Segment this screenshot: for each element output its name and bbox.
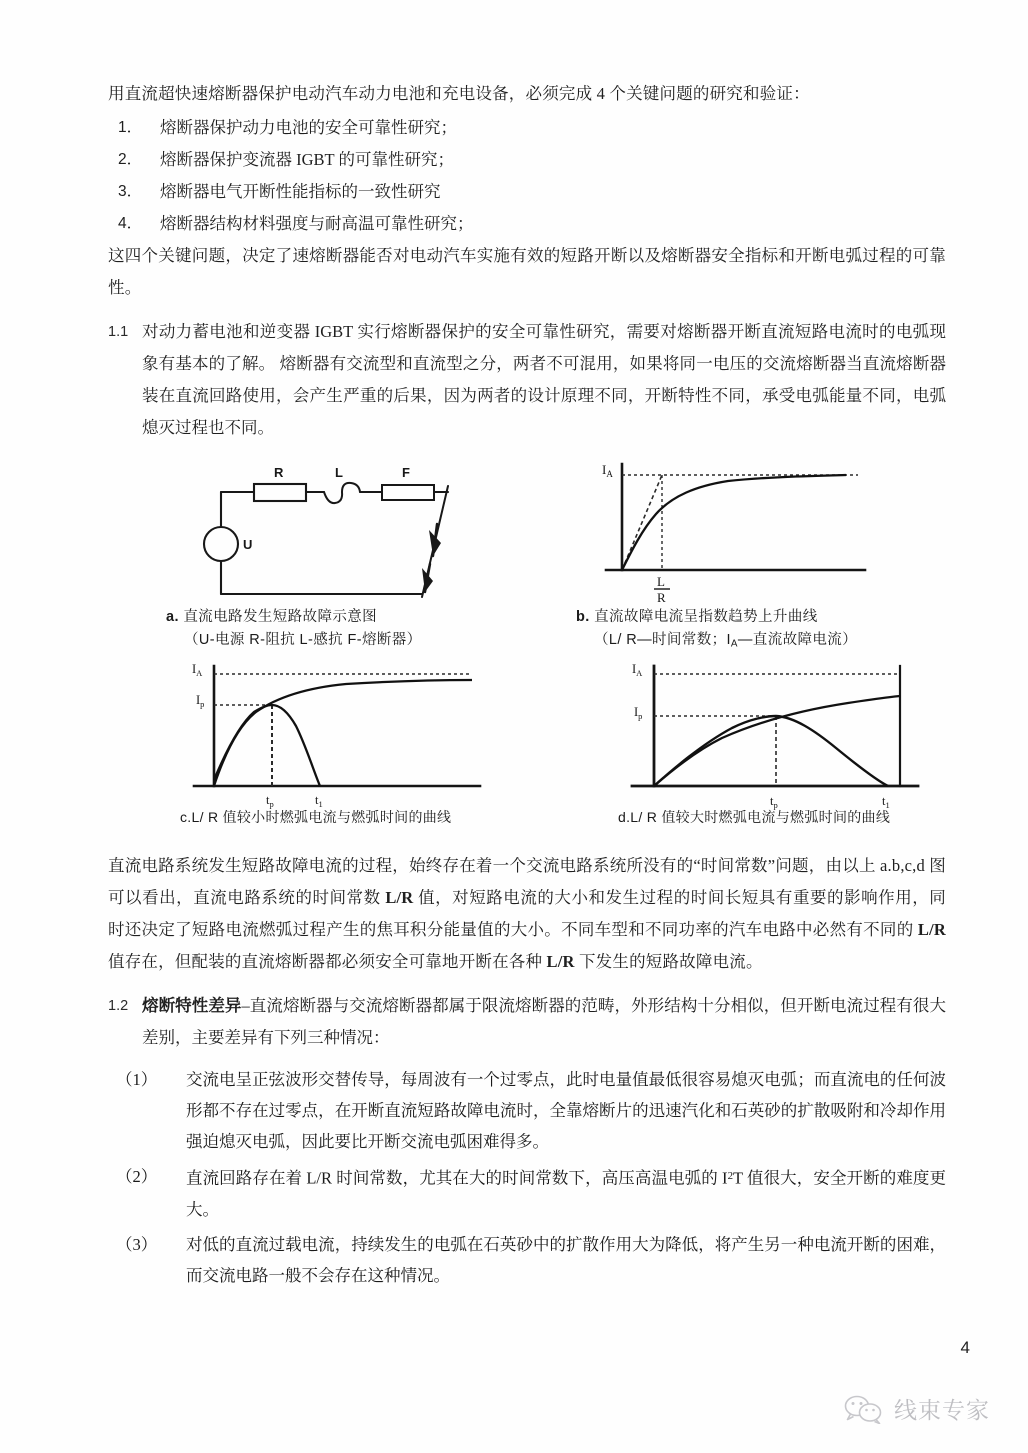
list-item [108,112,946,144]
difference-item-index: （1） [116,1070,158,1089]
figure-a-caption-text: 直流电路发生短路故障示意图 [183,609,378,625]
difference-item-superscript: 2 [727,1170,733,1182]
list-item [108,176,946,208]
circuit-label-R: R [274,465,284,480]
list-item [108,208,946,240]
after-figures-text-3: 值存在，但配装的直流熔断器都必须安全可靠地开断在各种 [108,952,547,971]
figure-b-caption-sub-post: —直流故障电流） [737,632,858,648]
after-figures-bold-3: L/R [546,952,575,971]
circuit-label-U: U [243,537,253,552]
difference-items-list [108,1064,946,1291]
key-issue-index: 4． [118,215,143,232]
key-issues-list [108,112,946,240]
key-issue-index: 3． [118,183,143,200]
key-issue-text: 熔断器保护变流器 IGBT 的可靠性研究； [160,150,454,169]
lead-paragraph [108,78,946,110]
figure-a [164,464,464,604]
circuit-label-L: L [335,465,343,480]
after-figures-bold-2: L/R [917,920,946,939]
arc-current-large-lr-chart-svg [618,660,958,810]
key-issue-text: 熔断器电气开断性能指标的一致性研究 [160,182,441,201]
summary-paragraph: 这四个关键问题，决定了速熔断器能否对电动汽车实施有效的短路开断以及熔断器安全指标和开断电弧过程的可靠性。 [108,246,946,297]
wechat-icon-svg [843,1394,885,1424]
figure-d-caption: d.L/ R 值较大时燃弧电流与燃弧时间的曲线 [618,809,891,825]
exponential-rise-chart-svg [600,458,900,603]
difference-item-index: （3） [116,1234,158,1254]
watermark-text: 线束专家 [894,1398,990,1424]
list-item [108,1064,946,1157]
figure-b-caption-sub-script: A [730,638,738,650]
wechat-icon [843,1394,885,1424]
fig-c-label-tp: $t_p$ [266,793,274,809]
watermark [843,1392,990,1425]
difference-item-text-before: 直流回路存在着 L/R 时间常数，尤其在大的时间常数下，高压高温电弧的 I [186,1168,728,1188]
difference-item-text: 交流电呈正弦波形交替传导，每周波有一个过零点，此时电量值最低很容易熄灭电弧；而直流电的任何波形都不存在过零点，在开断直流短路故障电流时，全靠熔断片的迅速汽化和石英砂的扩散吸附和冷却作用强迫熄灭电弧，因此要比开断交流电弧困难得多。 [186,1070,946,1151]
section-1-1-text: 对动力蓄电池和逆变器 IGBT 实行熔断器保护的安全可靠性研究，需要对熔断器开断直流短路电流时的电弧现象有基本的了解。 熔断器有交流型和直流型之分，两者不可混用，如果将同一电压的交流熔断器当直流熔断器装在直流回路使用，会产生严重的后果，因为两者的设计原理不同，开断特性不同，承受电弧能量不同，电弧熄灭过程也不同。 [142,322,946,437]
fig-b-x-label-numerator: L [657,574,665,589]
page-number: 4 [960,1338,970,1357]
arc-current-curve [654,716,888,786]
figure-d [618,660,958,810]
after-figures-bold-1: L/R [385,888,414,907]
key-issue-text: 熔断器保护动力电池的安全可靠性研究； [160,118,457,137]
difference-item-text-after: T 值很大，安全开断的难度更大。 [186,1168,947,1219]
page-content [108,78,946,1295]
figure-b-caption-text: 直流故障电流呈指数趋势上升曲线 [594,609,818,625]
fig-c-label-Ip: $I_p$ [196,693,205,709]
figure-a-label: a. [166,609,179,625]
after-figures-text-4: 下发生的短路故障电流。 [574,952,763,971]
circuit-label-F: F [402,465,410,480]
list-item [108,1161,946,1225]
fig-b-y-axis-label: $I_A$ [602,462,613,479]
difference-item-text [186,1161,946,1225]
section-1-1 [108,316,946,444]
fig-d-label-Ip: $I_p$ [634,705,643,721]
circuit-diagram-svg [164,464,464,604]
difference-item-text: 对低的直流过载电流，持续发生的电弧在石英砂中的扩散作用大为降低，将产生另一种电流开断的困难，而交流电路一般不会存在这种情况。 [186,1234,946,1285]
figure-b [600,458,900,603]
section-1-2 [108,990,946,1054]
prospective-current-curve [654,696,900,786]
list-item [108,1229,946,1291]
figure-group [108,458,946,850]
section-1-2-body [142,990,946,1054]
section-1-2-title: 熔断特性差异 [142,996,242,1015]
figure-c-caption: c.L/ R 值较小时燃弧电流与燃弧时间的曲线 [180,809,452,825]
after-figures-text-1: 直流电路系统发生短路故障电流的过程，始终存在着一个交流电路系统所没有的“时间常数”问题，由以上 a.b,c,d 图可以看出，直流电路系统的时间常数 [108,856,946,907]
list-item [108,144,946,176]
lead-paragraph-text: 用直流超快速熔断器保护电动汽车动力电池和充电设备，必须完成 4 个关键问题的研究和验证： [108,84,810,103]
figure-b-caption [576,606,996,655]
section-1-2-number: 1.2 [108,998,129,1014]
fig-d-label-tp: $t_p$ [770,794,778,810]
prospective-current-curve [214,680,472,786]
fig-c-label-t1: $t_1$ [315,793,323,809]
figure-b-caption-sub-pre: （L/ R—时间常数；I [594,632,731,648]
key-issue-index: 2． [118,151,143,168]
key-issue-text: 熔断器结构材料强度与耐高温可靠性研究； [160,214,474,233]
fig-d-label-IA: $I_A$ [632,662,643,678]
figure-c [180,660,520,810]
section-1-2-text: –直流熔断器与交流熔断器都属于限流熔断器的范畴，外形结构十分相似，但开断电流过程有很大差别，主要差异有下列三种情况： [142,996,946,1047]
fig-c-label-IA: $I_A$ [192,662,203,678]
after-figures-text-2: 值，对短路电流的大小和发生过程的时间长短具有重要的影响作用，同时还决定了短路电流燃弧过程产生的焦耳积分能量值的大小。不同车型和不同功率的汽车电路中必然有不同的 [108,888,946,939]
section-1-1-number: 1.1 [108,324,129,340]
figure-b-label: b. [576,609,590,625]
difference-item-index: （2） [116,1167,158,1186]
figure-a-caption-sub: （U-电源 R-阻抗 L-感抗 F-熔断器） [184,632,422,648]
arc-current-curve [214,705,320,786]
key-issue-index: 1． [118,119,143,136]
figure-b-caption-sub [576,629,996,655]
after-figures-paragraph [108,850,946,978]
fig-d-label-t1: $t_1$ [882,794,890,810]
fig-b-x-label-denominator: R [657,590,666,603]
arc-current-small-lr-chart-svg [180,660,520,810]
figure-a-caption [166,606,566,652]
